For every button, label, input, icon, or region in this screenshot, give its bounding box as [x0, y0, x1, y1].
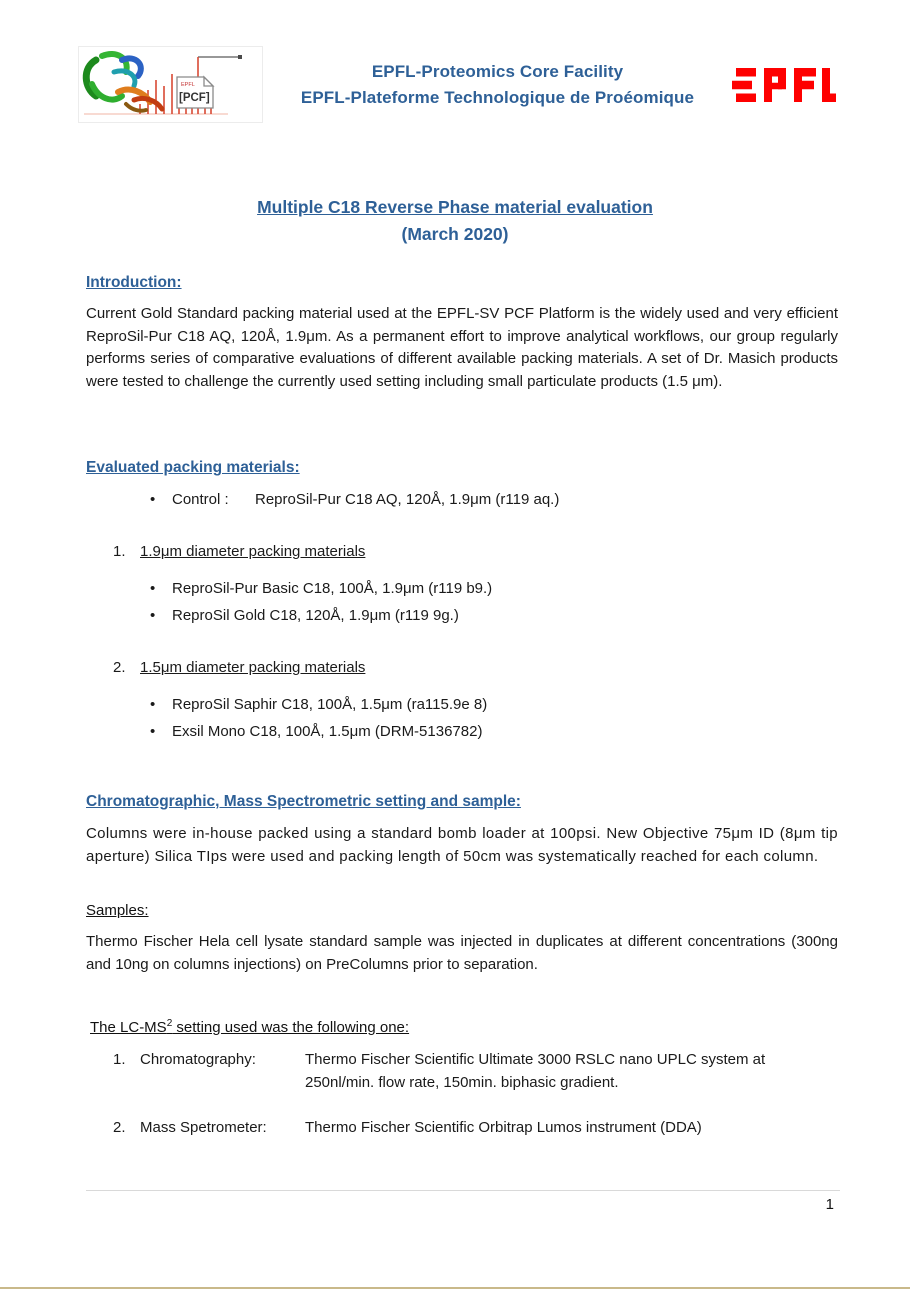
chromatographic-setting-heading: Chromatographic, Mass Spectrometric setting and sample: [86, 793, 521, 810]
lcms-item-1-label: Chromatography: [140, 1051, 256, 1068]
document-title-line1: Multiple C18 Reverse Phase material evaluation [257, 197, 653, 217]
epfl-logo-icon [732, 68, 836, 102]
lcms-item-2-description: Thermo Fischer Scientific Orbitrap Lumos instrument (DDA) [305, 1119, 702, 1136]
header-org-line1: EPFL-Proteomics Core Facility [371, 61, 624, 81]
introduction-paragraph: Current Gold Standard packing material used at the EPFL-SV PCF Platform is the widely used and very efficient ReproSil-Pur C18 AQ, 120Å, 1.9μm. As a permanent effort to improve analytical workflows, our group regularly performs series of comparative evaluations of different available packing materials. A set of Dr. Masich products were tested to challenge the currently used setting including small particulate products (1.5 μm). [86, 305, 838, 390]
group-1-number: 1. [113, 543, 126, 560]
page-header [78, 46, 850, 123]
evaluated-materials-heading: Evaluated packing materials: [86, 459, 300, 476]
lcms-item-1-number: 1. [113, 1051, 126, 1068]
group-2-title: 1.5μm diameter packing materials [140, 659, 366, 676]
document-title-line2: (March 2020) [401, 224, 509, 244]
material-group-2 [86, 657, 838, 680]
header-org-line2: EPFL-Plateforme Technologique de Proéomique [300, 87, 695, 107]
samples-heading: Samples: [86, 902, 149, 919]
control-label: • Control : [172, 491, 229, 508]
lcms-item-mass-spectrometer [86, 1117, 838, 1140]
samples-paragraph: Thermo Fischer Hela cell lysate standard sample was injected in duplicates at different concentrations (300ng and 10ng on columns injections) on PreColumns prior to separation. [86, 933, 838, 973]
group-1-title: 1.9μm diameter packing materials [140, 543, 366, 560]
lcms-item-2-label: Mass Spetrometer: [140, 1119, 267, 1136]
footer-divider [86, 1190, 840, 1191]
pcf-logo-small-text: EPFL [181, 82, 195, 88]
material-item: • ReproSil Gold C18, 120Å, 1.9μm (r119 9g.) [86, 605, 838, 628]
material-item: • ReproSil Saphir C18, 100Å, 1.5μm (ra115.9e 8) [86, 694, 838, 717]
pcf-protein-logo-icon [78, 46, 263, 123]
control-value: ReproSil-Pur C18 AQ, 120Å, 1.9μm (r119 aq.) [255, 491, 560, 508]
lcms-setting-heading: The $LC-MS^2$ setting used was the following one: [90, 1018, 410, 1036]
document-title [0, 194, 910, 248]
material-group-1 [86, 541, 838, 564]
lcms-item-chromatography [86, 1049, 838, 1094]
lcms-item-2-number: 2. [113, 1119, 126, 1136]
lcms-item-1-description: Thermo Fischer Scientific Ultimate 3000 RSLC nano UPLC system at 250nl/min. flow rate, 150min. biphasic gradient. [305, 1051, 766, 1091]
group-2-number: 2. [113, 659, 126, 676]
control-material-item [86, 489, 838, 512]
material-item: • Exsil Mono C18, 100Å, 1.5μm (DRM-5136782) [86, 721, 838, 744]
lcms-superscript: 2 [166, 1018, 173, 1029]
pcf-logo-label: [PCF] [179, 92, 210, 104]
page-bottom-edge [0, 1287, 910, 1289]
introduction-heading: Introduction: [86, 274, 182, 291]
page-number: 1 [825, 1196, 834, 1213]
packing-paragraph: Columns were in-house packed using a standard bomb loader at 100psi. New Objective 75μm ID (8μm tip aperture) Silica TIps were used and packing length of 50cm was systematically reached for each column. [86, 825, 838, 865]
header-organization-titles [263, 59, 732, 111]
material-item: • ReproSil-Pur Basic C18, 100Å, 1.9μm (r119 b9.) [86, 578, 838, 601]
